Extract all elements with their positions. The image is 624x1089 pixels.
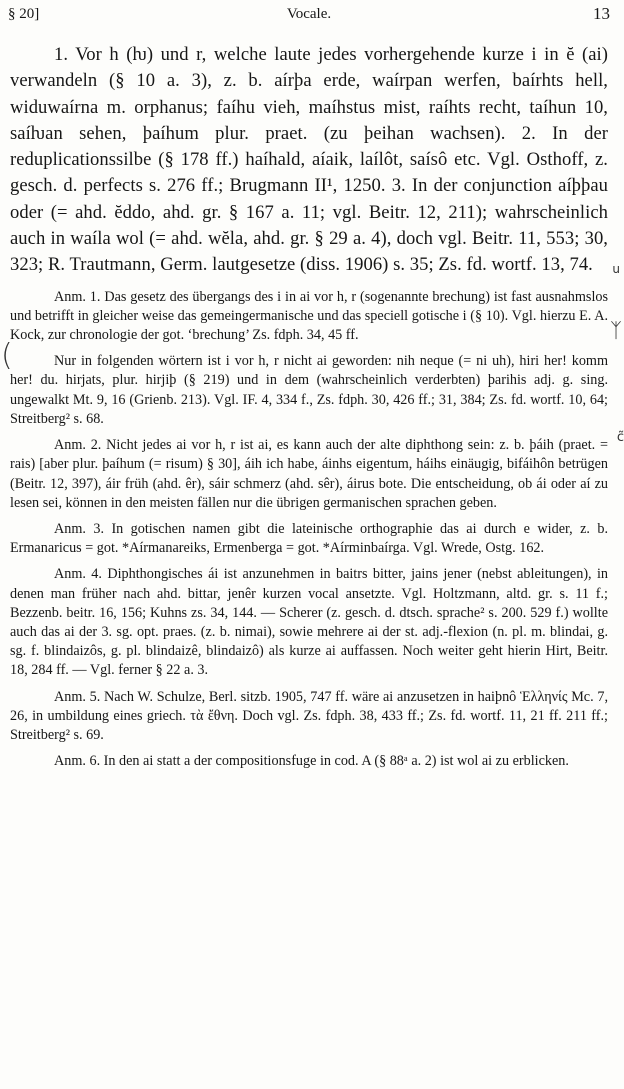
note-text: Nur in folgenden wörtern ist i vor h, r nicht ai geworden: nih neque (= ni uh), hiri her! komm her! du. hirjats, plur. hirjiþ (§ 219) und in dem (wahrscheinlich verderbten) þarihis adj. g. sing. ungewalkt Mt. 9, 16 (Grienb. 213). Vgl. IF. 4, 334 f., Zs. fdph. 30, 426 ff.; 31, 384; Zs. fd. wortf. 10, 64; Streitberg² s. 68. bbox=[10, 353, 608, 427]
note-1 bbox=[10, 288, 608, 346]
main-rest: h (ƕ) und r, welche laute jedes vorhergehende kurze i in ĕ (ai) verwandeln (§ 10 a. 3), z. b. aírþa erde, waírpan werfen, baírhts hell, widuwaírna m. orphanus; faíhu vieh, maíhstus mist, raíhts recht, taíhun 10, saíƕan sehen, þaíhum plur. praet. (zu þeihan wachsen). 2. In der reduplicationssilbe (§ 178 ff.) haíhald, aíaik, laílôt, saísô etc. Vgl. Osthoff, z. gesch. d. perfects s. 276 ff.; Brugmann II¹, 1250. 3. In der conjunction aíþþau oder (= ahd. ĕddo, ahd. gr. § 167 a. 11; vgl. Beitr. 12, 211); wahrscheinlich auch in waíla wol (= ahd. wĕla, ahd. gr. § 29 a. 4), doch vgl. Beitr. 11, 553; 30, 323; R. Trautmann, Germ. lautgesetze (diss. 1906) s. 35; Zs. fd. wortf. 13, 74. bbox=[10, 44, 609, 276]
margin-annotation: u bbox=[612, 262, 620, 276]
note-4 bbox=[10, 565, 608, 680]
note-3 bbox=[10, 520, 608, 558]
main-intro: 1. Vor bbox=[54, 44, 110, 65]
note-label: Anm. 2. bbox=[54, 437, 102, 454]
note-1-continued bbox=[10, 352, 608, 429]
main-paragraph-text bbox=[10, 42, 608, 279]
note-text: In gotischen namen gibt die lateinische orthographie das ai durch e wider, z. b. Ermanaricus = got. *Aírmanareiks, Ermenberga = got. *Aírminbaírga. Vgl. Wrede, Ostg. 162. bbox=[10, 520, 609, 557]
page-body bbox=[10, 42, 608, 771]
note-text: In den ai statt a der compositionsfuge in cod. A (§ 88ᵃ a. 2) ist wol ai zu erblicken. bbox=[103, 753, 569, 770]
note-text: Nach W. Schulze, Berl. sitzb. 1905, 747 ff. wäre ai anzusetzen in haiþnô Ἑλληνίς Mc. 7, 26, in umbildung eines griech. τὰ ἔθνη. Doch vgl. Zs. fdph. 38, 433 ff.; Zs. fd. wortf. 11, 21 ff. 211 ff.; Streitberg² s. 69. bbox=[10, 688, 609, 743]
note-label: Anm. 1. bbox=[54, 288, 101, 305]
note-2 bbox=[10, 436, 608, 513]
margin-annotation: ᛉ bbox=[610, 318, 622, 342]
margin-bracket: ( bbox=[1, 338, 13, 373]
note-text: Diphthongisches ái ist anzunehmen in baitrs bitter, jains jener (nebst ableitungen), in denen man früher nach ahd. bittar, jenêr kurzen vocal ansetzte. Vgl. Holtzmann, altd. gr. s. 11 f.; Bezzenb. beitr. 16, 156; Kuhns zs. 34, 144. — Scherer (z. gesch. d. dtsch. sprache² s. 200. 529 f.) wollte auch das ai der 3. sg. opt. praes. (z. b. nimai), sowie mehrere ai der st. adj.-flexion (n. pl. m. blindai, g. sg. f. blindaizôs, g. pl. blindaizê, blindaizô) als kurze ai auffassen. Noch weiter geht hierin Hirt, Beitr. 18, 284 ff. — Vgl. ferner § 22 a. 3. bbox=[10, 566, 609, 679]
note-label: Anm. 5. bbox=[54, 688, 101, 705]
note-label: Anm. 4. bbox=[54, 566, 102, 583]
section-ref: § 20] bbox=[8, 6, 40, 22]
note-text: Das gesetz des übergangs des i in ai vor h, r (sogenannte brechung) ist fast ausnahmslos und betrifft in gleicher weise das gemeingermanische und das speciell gotische i (§ 10). Vgl. hierzu E. A. Kock, zur chronologie der got. ‘brechung’ Zs. fdph. 34, 45 ff. bbox=[10, 288, 609, 344]
note-5 bbox=[10, 688, 608, 746]
note-label: Anm. 6. bbox=[54, 753, 101, 770]
main-paragraph bbox=[10, 42, 608, 279]
running-header bbox=[8, 6, 610, 28]
chapter-title: Vocale. bbox=[286, 6, 332, 22]
note-6 bbox=[10, 752, 608, 771]
margin-annotation: c̃ bbox=[616, 430, 624, 445]
note-label: Anm. 3. bbox=[54, 520, 104, 537]
page-number: 13 bbox=[593, 4, 610, 23]
note-text: Nicht jedes ai vor h, r ist ai, es kann auch der alte diphthong sein: z. b. þáih (praet. = rais) [aber plur. þaíhum (= risum) § 30], áih ich habe, áinhs eigentum, háihs einäugig, bifáihôn betrügen (Beitr. 12, 397), áir früh (ahd. êr), sáir schmerz (ahd. sêr), áirus bote. Die entscheidung, ob ái oder aí zu lesen sei, können in den meisten fällen nur die übrigen germanischen sprachen geben. bbox=[10, 437, 608, 511]
